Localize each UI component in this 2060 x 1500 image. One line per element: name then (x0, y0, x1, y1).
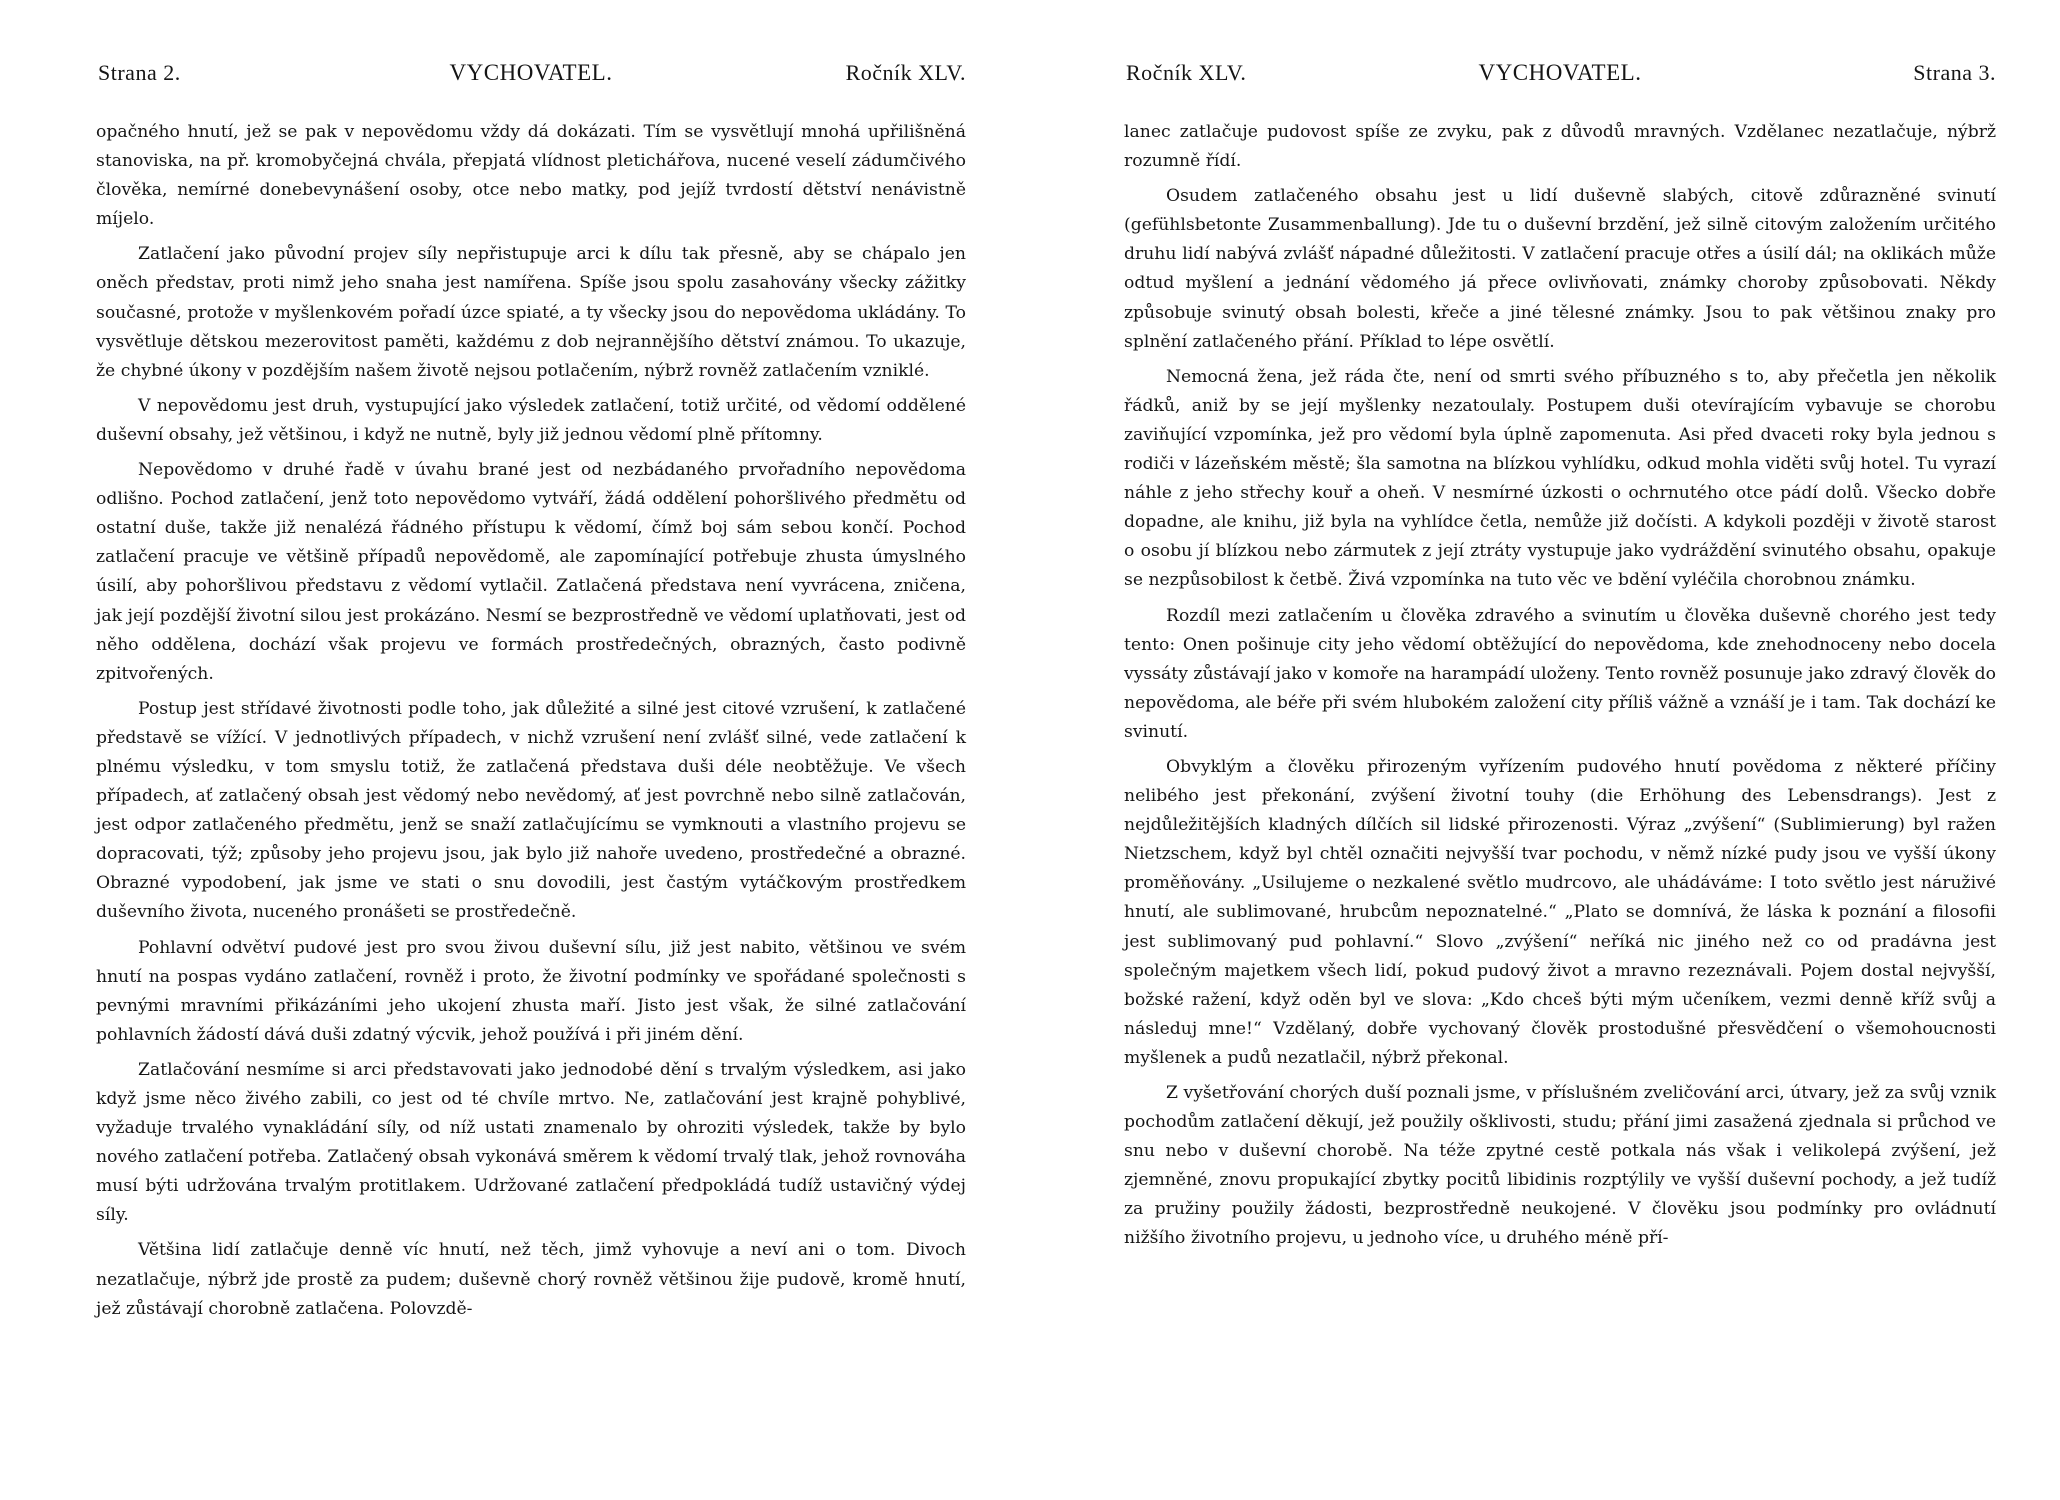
right-page-header (1124, 60, 1996, 100)
left-page (96, 0, 966, 1500)
page-number-label: Strana 3. (1913, 60, 1996, 85)
paragraph: opačného hnutí, jež se pak v nepovědomu vždy dá dokázati. Tím se vysvětlují mnohá upřilišněná stanoviska, na př. kromobyčejná chvála, přepjatá vlídnost pletichářova, nucené veselí zádumčivého člověka, nemírné donebevynášení osoby, otce nebo matky, pod jejíž tvrdostí dětství nenávistně míjelo. (96, 122, 966, 230)
right-page-body (1124, 118, 1996, 1260)
left-page-header (96, 60, 966, 100)
paragraph: Obvyklým a člověku přirozeným vyřízením pudového hnutí povědoma z některé příčiny nelibého jest překonání, zvýšení životní touhy (die Erhöhung des Lebensdrangs). Jest z nejdůležitějších kladných dílčích sil lidské přirozenosti. Výraz „zvýšení“ (Sublimierung) byl ražen Nietzschem, když byl chtěl označiti nejvyšší tvar pochodu, v němž nízké pudy jsou ve vyšší úkony proměňovány. „Usilujeme o nezkalené světlo mudrcovo, ale uhádáváme: I toto světlo jest náruživé hnutí, ale sublimované, hrubcům nepoznatelné.“ „Plato se domnívá, že láska k poznání a filosofii jest sublimovaný pud pohlavní.“ Slovo „zvýšení“ neříká nic jiného než co od pradávna jest společným majetkem všech lidí, pokud pudový život a mravno rezeznávali. Pojem dostal nejvyšší, božské ražení, když oděn byl ve slova: „Kdo chceš býti mým učeníkem, vezmi denně kříž svůj a následuj mne!“ Vzdělaný, dobře vychovaný člověk prostodušné přesvědčení o všemohoucnosti myšlenek a pudů nezatlačil, nýbrž překonal. (1124, 756, 1996, 1068)
journal-title: VYCHOVATEL. (1478, 60, 1642, 85)
paragraph: Zatlačování nesmíme si arci představovati jako jednodobé dění s trvalým výsledkem, asi jako když jsme něco živého zabili, co jest od té chvíle mrtvo. Ne, zatlačování jest krajně pohyblivé, vyžaduje trvalého vynakládání síly, od níž ustati znamenalo by ohroziti výsledek, takže by bylo nového zatlačení potřeba. Zatlačený obsah vykonává směrem k vědomí trvalý tlak, jehož rovnováha musí býti udržována trvalým protitlakem. Udržované zatlačení předpokládá tudíž ustavičný výdej síly. (96, 1059, 966, 1226)
paragraph: Většina lidí zatlačuje denně víc hnutí, než těch, jimž vyhovuje a neví ani o tom. Divoch nezatlačuje, nýbrž jde prostě za pudem; duševně chorý rovněž většinou žije pudově, kromě hnutí, jež zůstávají chorobně zatlačena. Polovzdě- (96, 1240, 966, 1319)
volume-label: Ročník XLV. (845, 60, 966, 85)
page-number-label: Strana 2. (98, 60, 181, 85)
paragraph: Nemocná žena, jež ráda čte, není od smrti svého příbuzného s to, aby přečetla jen několik řádků, aniž by se její myšlenky nezatoulaly. Postupem duši otevírajícím vybavuje se chorobu zaviňující vzpomínka, jež pro vědomí byla úplně zapomenuta. Asi před dvaceti roky byla jednou s rodiči v lázeňském městě; šla samotna na blízkou vyhlídku, odkud mohla viděti svůj hotel. Tu vyrazí náhle z jeho střechy kouř a oheň. V nesmírné úzkosti o ochrnutého otce pádí dolů. Všecko dobře dopadne, ale knihu, již byla na vyhlídce četla, nemůže již dočísti. A kdykoli později v životě starost o osobu jí blízkou nebo zármutek z její ztráty vystupuje jako vydráždění svinutého obsahu, opakuje se nezpůsobilost k četbě. Živá vzpomínka na tuto věc ve bdění vyléčila chorobnou známku. (1124, 366, 1996, 591)
paragraph: Osudem zatlačeného obsahu jest u lidí duševně slabých, citově zdůrazněné svinutí (gefühlsbetonte Zusammenballung). Jde tu o duševní brzdění, jež silně citovým založením určitého druhu lidí nabývá zvlášť nápadné důležitosti. V zatlačení pracuje otřes a úsilí dál; na oklikách může odtud myšlení a jednání vědomého já přece ovlivňovati, známky choroby způsobovati. Někdy způsobuje svinutý obsah bolesti, křeče a jiné tělesné známky. Jsou to pak většinou znaky pro splnění zatlačeného přání. Příklad to lépe osvětlí. (1124, 186, 1996, 352)
right-page (1124, 0, 1996, 1500)
volume-label: Ročník XLV. (1126, 60, 1247, 85)
paragraph: Zatlačení jako původní projev síly nepřistupuje arci k dílu tak přesně, aby se chápalo jen oněch představ, proti nimž jeho snaha jest namířena. Spíše jsou spolu zasahovány všecky zážitky současné, protože v myšlenkovém pořadí úzce spiaté, a ty všecky jsou do nepovědoma ukládány. To vysvětluje dětskou mezerovitost paměti, každému z dob nejrannějšího dětství známou. To ukazuje, že chybné úkony v pozdějším našem životě nejsou potlačením, nýbrž rovněž zatlačením vzniklé. (96, 244, 966, 381)
paragraph: Nepovědomo v druhé řadě v úvahu brané jest od nezbádaného prvořadního nepovědoma odlišno. Pochod zatlačení, jenž toto nepovědomo vytváří, žádá oddělení pohoršlivého předmětu od ostatní duše, takže již nenalézá řádného přístupu k vědomí, čímž boj sám sebou končí. Pochod zatlačení pracuje ve většině případů nepovědomě, ale zapomínající potřebuje zhusta úmyslného úsilí, aby pohoršlivou představu z vědomí vytlačil. Zatlačená představa není vyvrácena, zničena, jak její pozdější životní silou jest prokázáno. Nesmí se bezprostředně ve vědomí uplatňovati, jest od něho oddělena, dochází však projevu ve formách prostředečných, obrazných, často podivně zpitvořených. (96, 460, 966, 684)
paragraph: Pohlavní odvětví pudové jest pro svou živou duševní sílu, již jest nabito, většinou ve svém hnutí na pospas vydáno zatlačení, rovněž i proto, že životní podmínky ve spořádané společnosti s pevnými mravními přikázáními jeho ukojení zhusta maří. Jisto jest však, že silné zatlačování pohlavních žádostí dává duši zdatný výcvik, jehož používá i při jiném dění. (96, 937, 966, 1045)
journal-title: VYCHOVATEL. (449, 60, 613, 85)
paragraph: V nepovědomu jest druh, vystupující jako výsledek zatlačení, totiž určité, od vědomí oddělené duševní obsahy, jež většinou, i když ne nutně, byly již jednou vědomí plně přítomny. (96, 395, 966, 445)
paragraph: Z vyšetřování chorých duší poznali jsme, v příslušném zveličování arci, útvary, jež za svůj vznik pochodům zatlačení děkují, jež použily ošklivosti, studu; přání jimi zasažená zjednala si průchod ve snu nebo v duševní chorobě. Na téže zpytné cestě potkala nás však i velikolepá zvýšení, jež zjemněné, znovu propukající zbytky pocitů libidinis rozptýlily ve vyšší duševní pochody, a jež tudíž za pružiny použily žádosti, bezprostředně neukojené. V člověku jsou podmínky pro ovládnutí nižšího životního projevu, u jednoho více, u druhého méně pří- (1124, 1083, 1996, 1249)
paragraph: lanec zatlačuje pudovost spíše ze zvyku, pak z důvodů mravných. Vzdělanec nezatlačuje, nýbrž rozumně řídí. (1124, 122, 1996, 172)
paragraph: Postup jest střídavé životnosti podle toho, jak důležité a silné jest citové vzrušení, k zatlačené představě se vížící. V jednotlivých případech, v nichž vzrušení není zvlášť silné, vede zatlačení k plnému výsledku, v tom smyslu totiž, že zatlačená představa duši déle neobtěžuje. Ve všech případech, ať zatlačený obsah jest vědomý nebo nevědomý, ať jest povrchně nebo silně zatlačován, jest odpor zatlačeného předmětu, jenž se snaží zatlačujícímu se vymknouti a vlastního projevu se dopracovati, týž; způsoby jeho projevu jsou, jak bylo již nahoře uvedeno, prostředečné a obrazné. Obrazné vypodobení, jak jsme ve stati o snu dovodili, jest častým vytáčkovým prostředkem duševního života, nuceného pronášeti se prostředečně. (96, 698, 966, 923)
paragraph: Rozdíl mezi zatlačením u člověka zdravého a svinutím u člověka duševně chorého jest tedy tento: Onen pošinuje city jeho vědomí obtěžující do nepovědoma, kde znehodnoceny nebo docela vyssáty zůstávají jako v komoře na harampádí uloženy. Tento rovněž posunuje jako zdravý člověk do nepovědoma, ale béře při svém hlubokém založení city příliš vážně a vznáší je i tam. Tak dochází ke svinutí. (1124, 605, 1996, 742)
left-page-body (96, 118, 966, 1330)
